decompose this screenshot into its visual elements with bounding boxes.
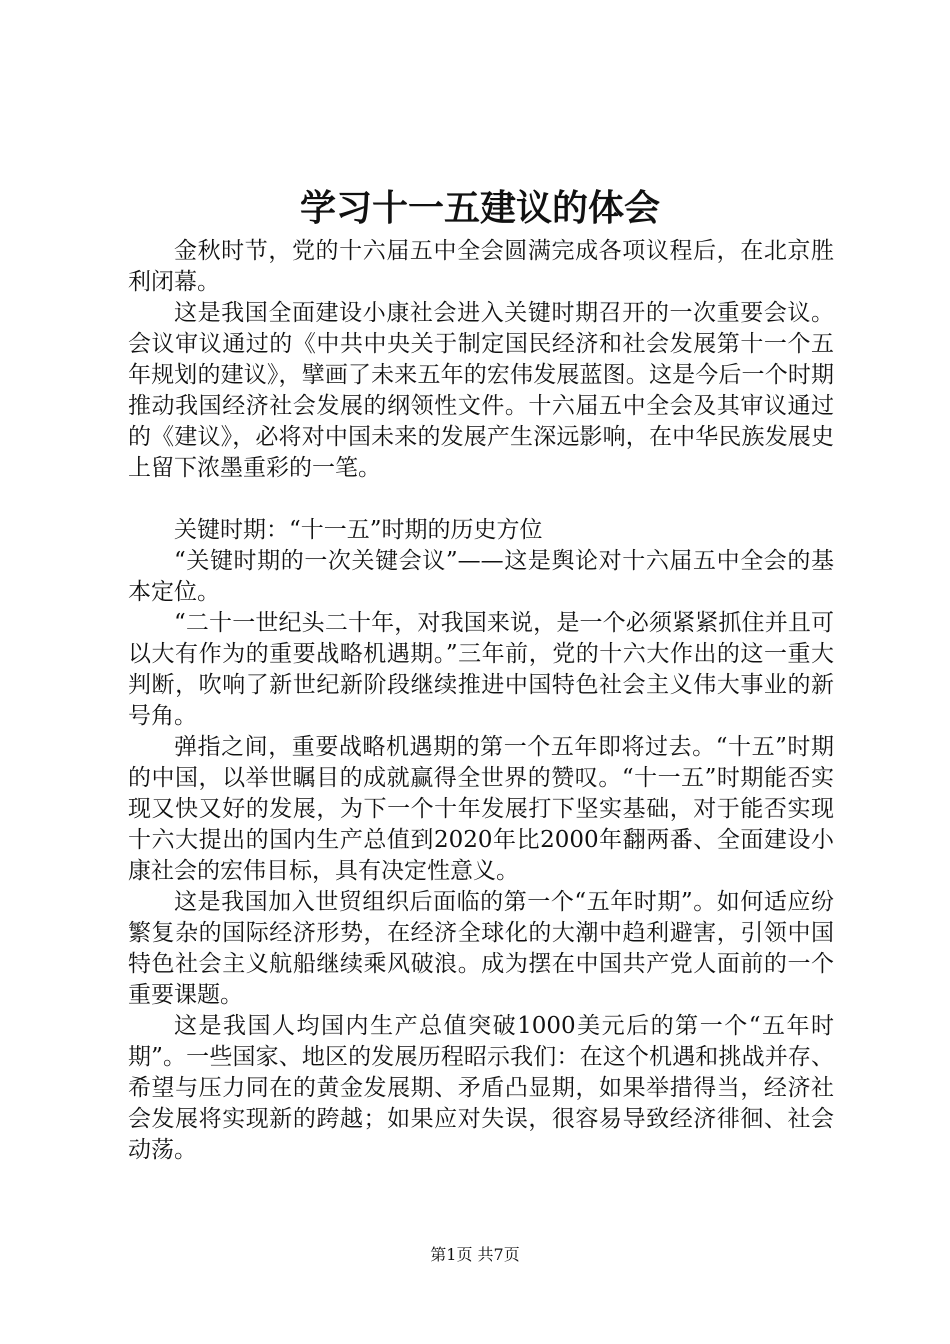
paragraph: “关键时期的一次关键会议”——这是舆论对十六届五中全会的基本定位。 [128,548,834,605]
paragraph: “二十一世纪头二十年，对我国来说，是一个必须紧紧抓住并且可以大有作为的重要战略机遇期。”三年前，党的十六大作出的这一重大判断，吹响了新世纪新阶段继续推进中国特色社会主义伟大事业的新号角。 [128,610,834,729]
paragraph: 弹指之间，重要战略机遇期的第一个五年即将过去。“十五”时期的中国，以举世瞩目的成就赢得全世界的赞叹。“十一五”时期能否实现又快又好的发展，为下一个十年发展打下坚实基础，对于能否实现十六大提出的国内生产总值到2020年比2000年翻两番、全面建设小康社会的宏伟目标，具有决定性意义。 [128,734,834,884]
paragraph: 这是我国全面建设小康社会进入关键时期召开的一次重要会议。会议审议通过的《中共中央关于制定国民经济和社会发展第十一个五年规划的建议》，擘画了未来五年的宏伟发展蓝图。这是今后一个时期推动我国经济社会发展的纲领性文件。十六届五中全会及其审议通过的《建议》，必将对中国未来的发展产生深远影响，在中华民族发展史上留下浓墨重彩的一笔。 [128,300,834,481]
document-body [128,236,834,1166]
paragraph: 这是我国加入世贸组织后面临的第一个“五年时期”。如何适应纷繁复杂的国际经济形势，在经济全球化的大潮中趋利避害，引领中国特色社会主义航船继续乘风破浪。成为摆在中国共产党人面前的一个重要课题。 [128,889,834,1008]
paragraph: 这是我国人均国内生产总值突破1000美元后的第一个“五年时期”。一些国家、地区的发展历程昭示我们：在这个机遇和挑战并存、希望与压力同在的黄金发展期、矛盾凸显期，如果举措得当，经济社会发展将实现新的跨越；如果应对失误，很容易导致经济徘徊、社会动荡。 [128,1013,834,1163]
section-heading: 关键时期：“十一五”时期的历史方位 [174,517,543,543]
page-number-footer: 第1页 共7页 [430,1245,520,1264]
paragraph: 金秋时节，党的十六届五中全会圆满完成各项议程后，在北京胜利闭幕。 [128,238,834,295]
document-title: 学习十一五建议的体会 [299,187,660,229]
